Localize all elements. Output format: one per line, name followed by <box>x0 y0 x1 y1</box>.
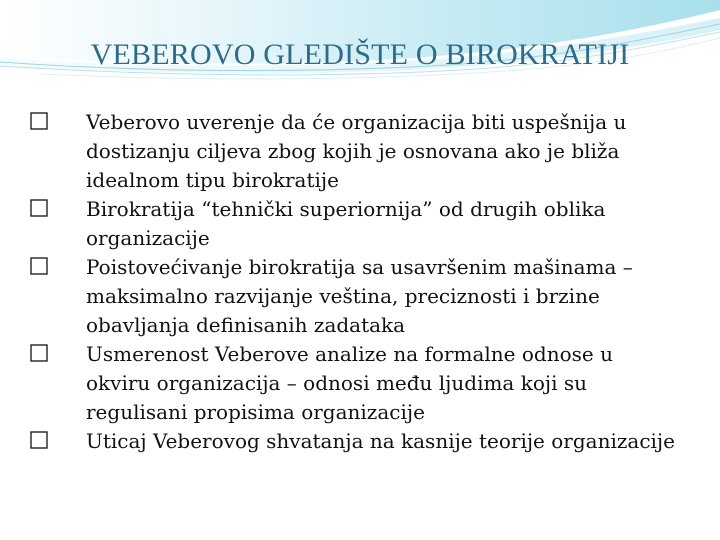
bullet-text: Usmerenost Veberove analize na formalne odnose u okviru organizacija – odnosi među ljudima koji su regulisani propisima organizacije <box>86 342 613 424</box>
bullet-text: Veberovo uverenje da će organizacija biti uspešnija u dostizanju ciljeva zbog kojih je osnovana ako je bliža idealnom tipu birokratije <box>86 110 627 192</box>
bullet-text: Uticaj Veberovog shvatanja na kasnije teorije organizacije <box>86 429 675 453</box>
list-item <box>30 340 680 427</box>
list-item <box>30 427 680 456</box>
bullet-text: Birokratija “tehnički superiornija” od drugih oblika organizacije <box>86 197 606 250</box>
square-box-icon <box>30 199 48 217</box>
square-box-icon <box>30 431 48 449</box>
square-box-icon <box>30 344 48 362</box>
page-title: VEBEROVO GLEDIŠTE O BIROKRATIJI <box>90 38 630 71</box>
square-box-icon <box>30 112 48 130</box>
list-item <box>30 253 680 340</box>
bullet-list <box>30 108 680 456</box>
list-item <box>30 108 680 195</box>
bullet-text: Poistovećivanje birokratija sa usavršenim mašinama – maksimalno razvijanje veština, preciznosti i brzine obavljanja definisanih zadataka <box>86 255 633 337</box>
square-box-icon <box>30 257 48 275</box>
list-item <box>30 195 680 253</box>
